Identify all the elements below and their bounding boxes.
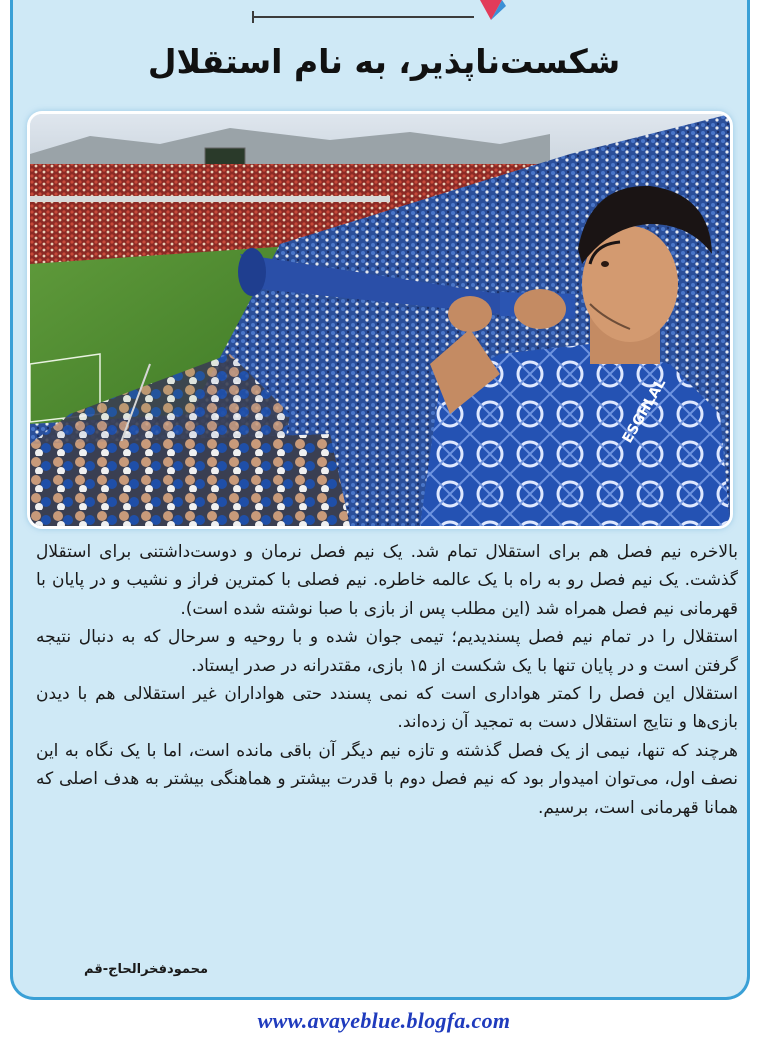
page-title: شکست‌ناپذیر، به نام استقلال: [147, 42, 621, 81]
jersey-text: ESGHLAL: [619, 376, 670, 446]
article-paragraph: استقلال این فصل را کمتر هواداری است که نمی پسندد حتی هواداران غیر استقلالی هم با دیدن بازی‌ها و نتایج استقلال دست به تمجید آن زده‌اند.: [36, 684, 738, 733]
article-paragraph: بالاخره نیم فصل هم برای استقلال تمام شد. یک نیم فصل نرمان و دوست‌داشتنی برای استقلال گذشت. یک نیم فصل رو به راه با یک عالمه خاطره. نیم فصلی با کمترین فراز و نشیب و در پایان با قهرمانی نیم فصل همراه شد (این مطلب پس از بازی با صبا نوشته شده است).: [36, 542, 738, 619]
heart-icon: [476, 0, 506, 26]
stadium-photo: [30, 114, 730, 526]
author-byline: محمودفخرالحاج-قم: [84, 962, 208, 977]
decorative-rule: [252, 16, 474, 18]
article-body: [36, 538, 738, 822]
website-link[interactable]: www.avayeblue.blogfa.com: [257, 1008, 511, 1033]
article-paragraph: هرچند که تنها، نیمی از یک فصل گذشته و تازه نیم دیگر آن باقی مانده است، اما با یک نگاه به این نصف اول، می‌توان امیدوار بود که نیم فصل دوم با قدرت بیشتر و هماهنگی بیشتر به هدف اصلی که همانا قهرمانی است، برسیم.: [36, 740, 738, 818]
fan-with-vuvuzela-image: [30, 114, 730, 526]
article-paragraph: استقلال را در تمام نیم فصل پسندیدیم؛ تیمی جوان شده و با روحیه و سرحال که به دنبال نتیجه گرفتن است و در پایان تنها با یک شکست از ۱۵ بازی، مقتدرانه در صدر ایستاد.: [36, 627, 738, 676]
